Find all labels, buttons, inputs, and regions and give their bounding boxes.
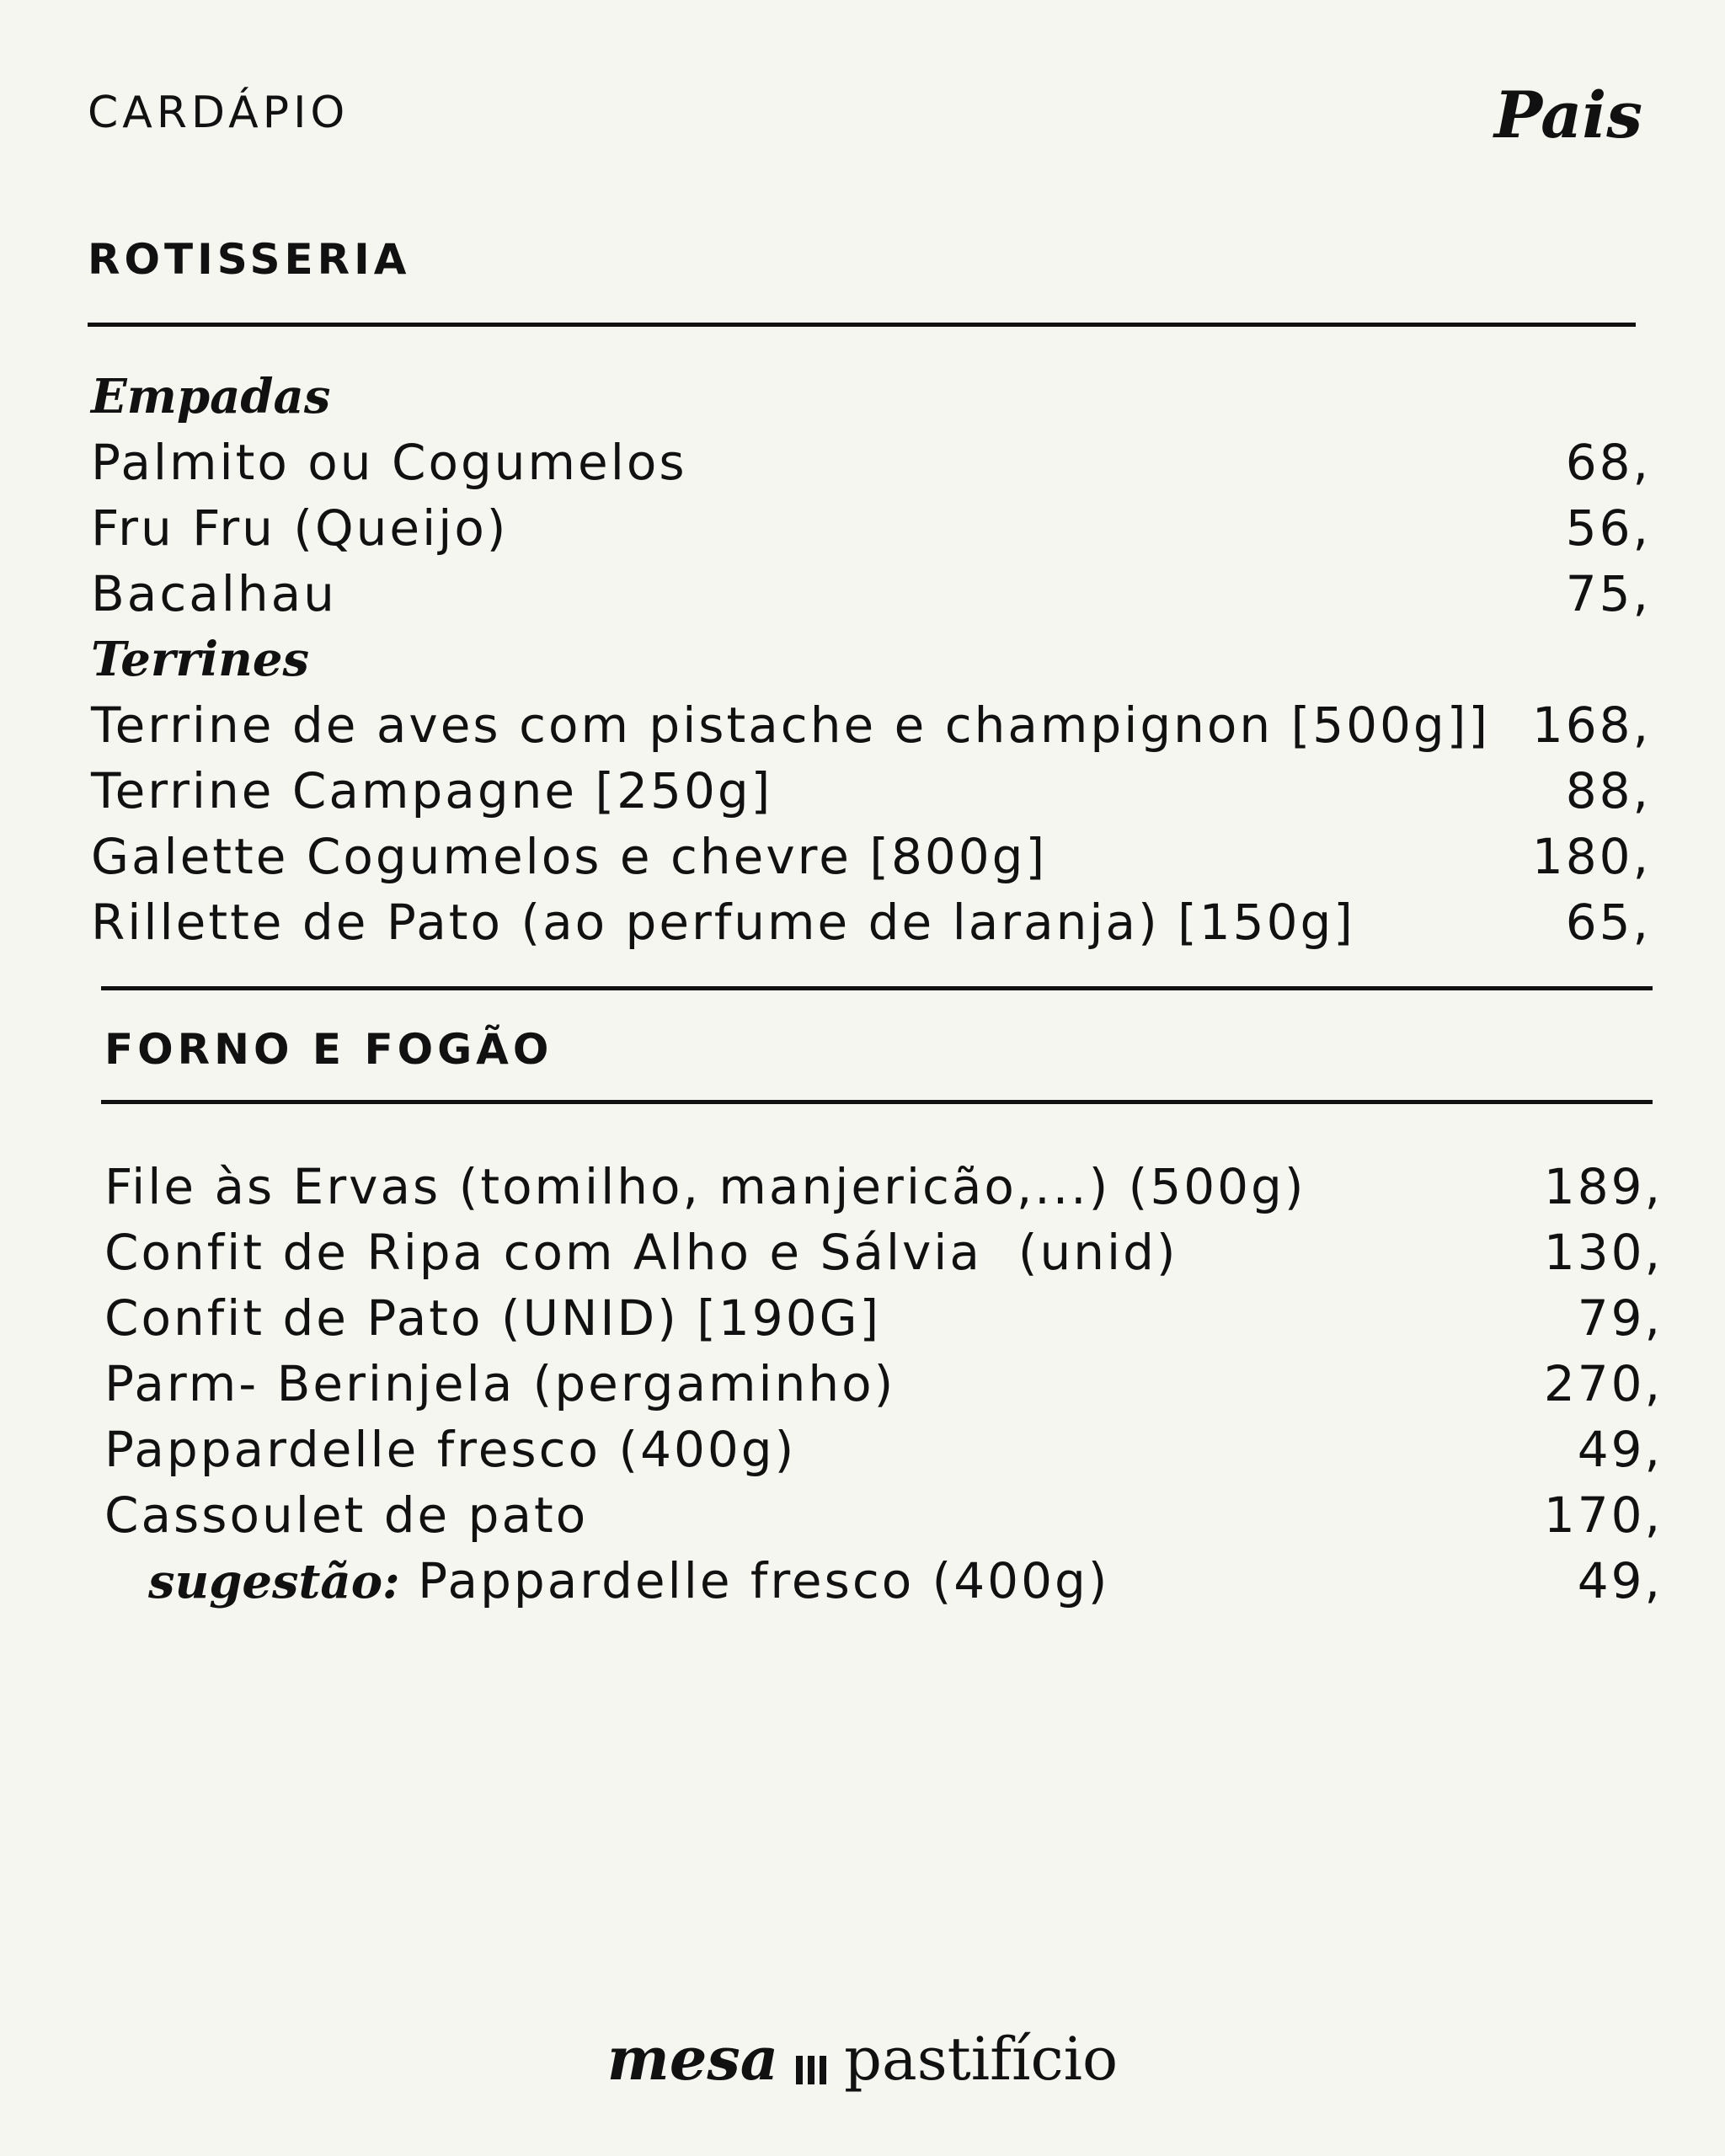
item-name: Confit de Ripa com Alho e Sálvia (unid) [104,1224,1178,1281]
item-price: 270, [1543,1355,1663,1412]
menu-header-label: CARDÁPIO [88,88,350,138]
menu-item [104,1219,1663,1285]
item-price: 49, [1577,1421,1663,1478]
menu-item [104,1154,1663,1219]
item-name: Rillette de Pato (ao perfume de laranja) [150g] [91,894,1355,951]
brand-logo [0,2021,1725,2102]
section-heading-rotisseria: ROTISSERIA [88,235,411,284]
item-price: 189, [1543,1158,1663,1215]
item-price: 75, [1565,565,1651,622]
item-price: 180, [1531,828,1651,885]
suggestion-text [104,1548,1109,1614]
item-name: Palmito ou Cogumelos [91,434,687,491]
section-divider [88,323,1636,327]
section-divider [101,986,1653,990]
section-heading-forno-e-fogao: FORNO E FOGÃO [104,1025,553,1074]
menu-item [91,889,1651,955]
item-name: Pappardelle fresco (400g) [104,1421,797,1478]
item-price: 170, [1543,1486,1663,1544]
menu-item [104,1417,1663,1482]
item-price: 88, [1565,762,1651,819]
menu-item [91,758,1651,824]
item-name: Bacalhau [91,565,337,622]
item-name: Confit de Pato (UNID) [190G] [104,1289,882,1347]
menu-item [104,1285,1663,1351]
menu-item [104,1351,1663,1417]
item-price: 49, [1577,1552,1663,1609]
suggestion-label: sugestão: [148,1554,400,1609]
item-name: Fru Fru (Queijo) [91,499,509,557]
item-name: Cassoulet de pato [104,1486,589,1544]
section-divider [101,1100,1653,1104]
brand-name-secondary: pastifício [844,2025,1119,2094]
menu-item [91,561,1651,627]
item-price: 56, [1565,499,1651,557]
menu-item [91,495,1651,561]
menu-item [91,692,1651,758]
group-title-terrines: Terrines [91,632,310,687]
menu-title: Pais [1493,77,1642,152]
item-price: 79, [1577,1289,1663,1347]
menu-item [104,1482,1663,1548]
item-name: Pappardelle fresco (400g) [418,1552,1110,1609]
item-name: Galette Cogumelos e chevre [800g] [91,828,1048,885]
suggestion-item [104,1548,1663,1614]
item-name: File às Ervas (tomilho, manjericão,...) (500g) [104,1158,1306,1215]
item-price: 68, [1565,434,1651,491]
menu-item [91,824,1651,889]
item-name: Terrine de aves com pistache e champignon [500g]] [91,696,1490,754]
item-name: Terrine Campagne [250g] [91,762,773,819]
menu-item [91,430,1651,495]
brand-name-primary: mesa [606,2024,779,2094]
rotisseria-list [91,364,1651,955]
brand-separator-icon [793,2026,829,2102]
group-title-empadas: Empadas [91,369,331,424]
forno-e-fogao-list [104,1154,1663,1614]
item-price: 168, [1531,696,1651,754]
item-price: 130, [1543,1224,1663,1281]
item-name: Parm- Berinjela (pergaminho) [104,1355,896,1412]
item-price: 65, [1565,894,1651,951]
